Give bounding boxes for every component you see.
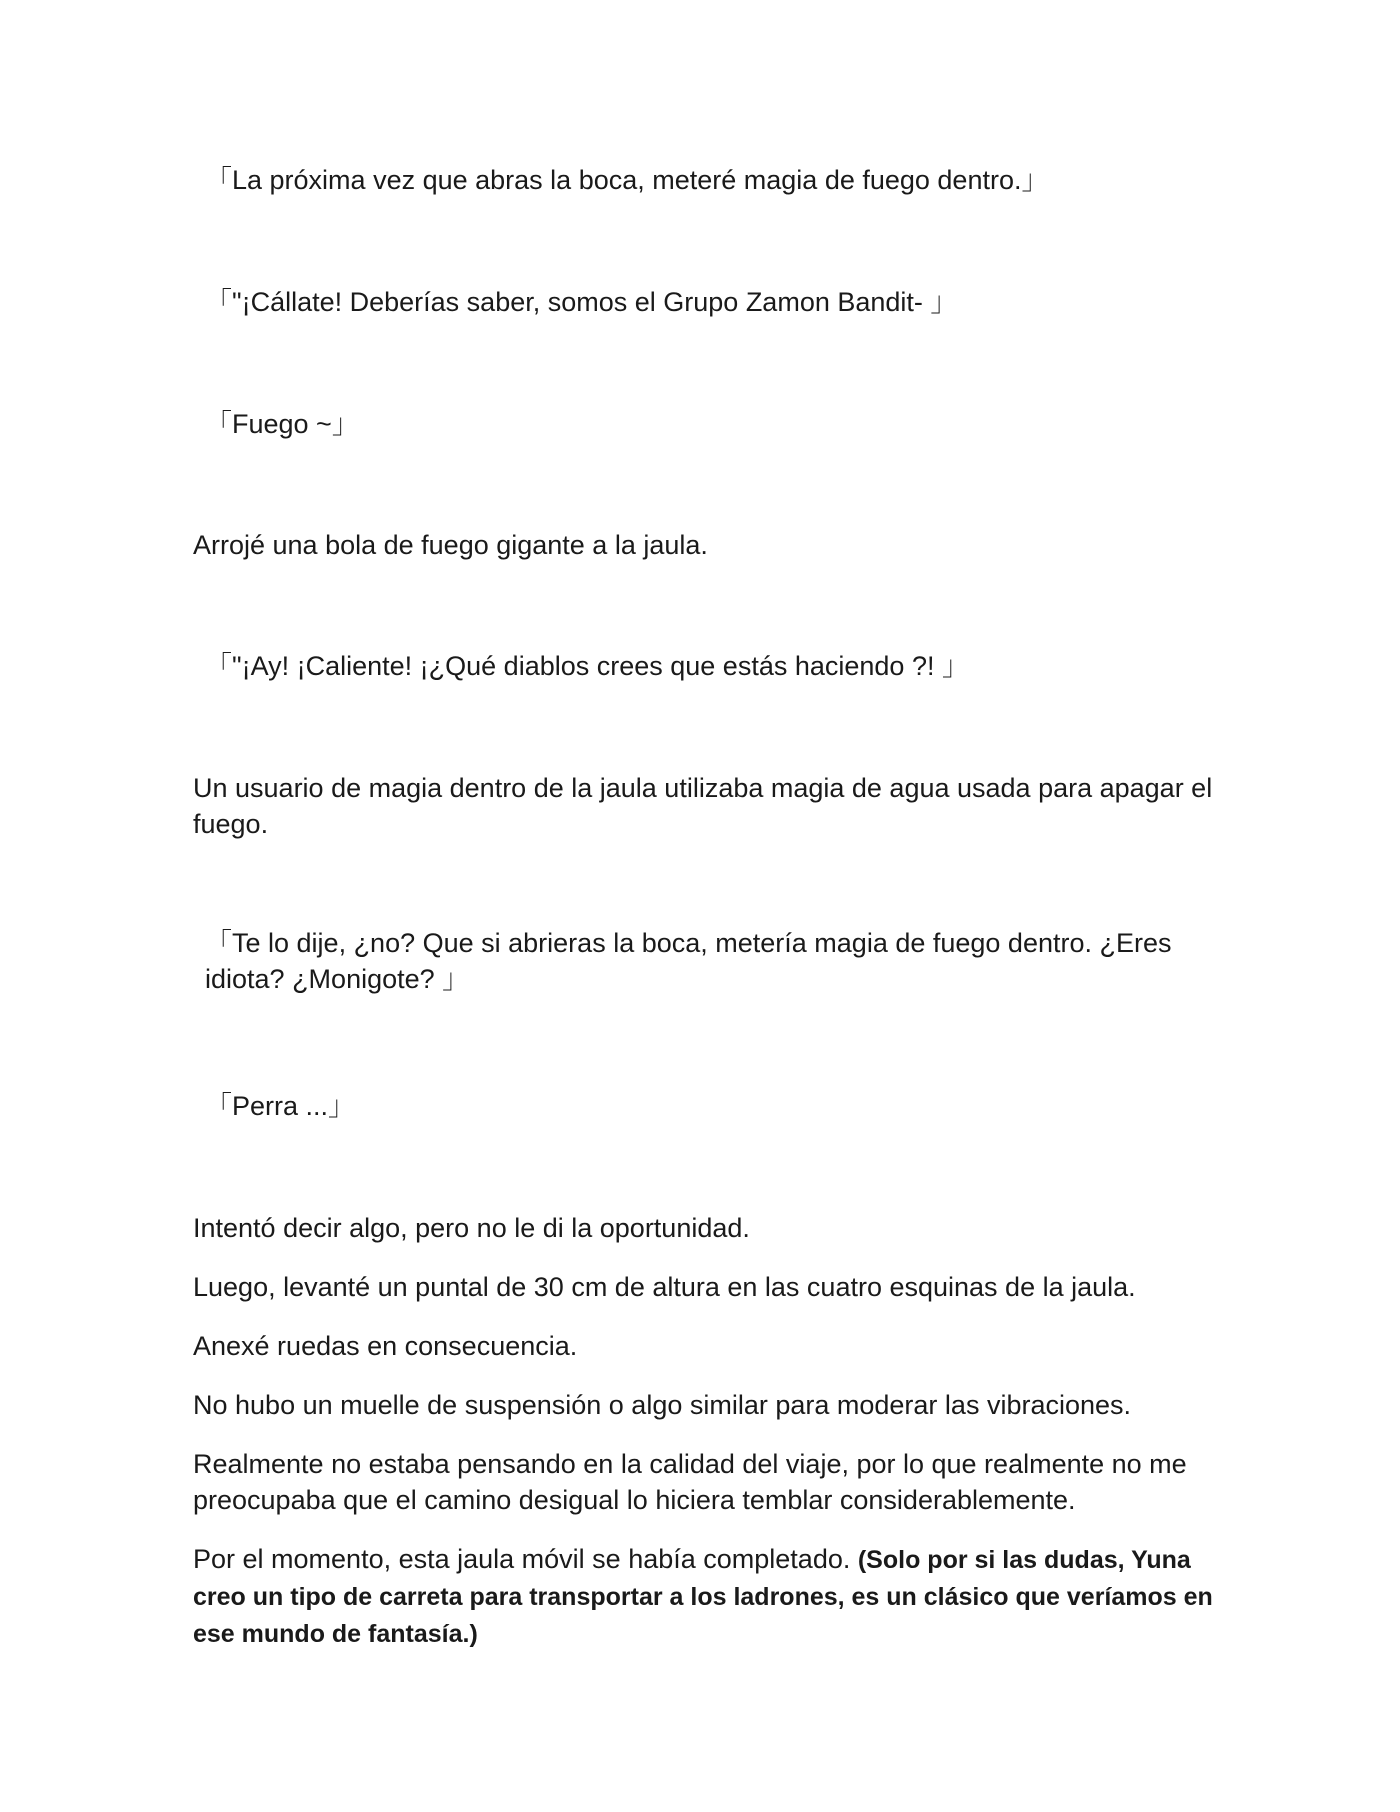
paragraph-dialogue: 「"¡Ay! ¡Caliente! ¡¿Qué diablos crees que estás haciendo ?! 」 <box>205 651 969 681</box>
paragraph-narration: Luego, levanté un puntal de 30 cm de altura en las cuatro esquinas de la jaula. <box>193 1272 1136 1302</box>
paragraph-dialogue: 「Perra ...」 <box>205 1091 356 1121</box>
paragraph-narration: Anexé ruedas en consecuencia. <box>193 1331 578 1361</box>
paragraph-narration-with-note <box>193 1541 1213 1652</box>
paragraph-narration: Realmente no estaba pensando en la calidad del viaje, por lo que realmente no me preocupaba que el camino desigual lo hiciera temblar considerablemente. <box>193 1449 1187 1515</box>
paragraph-narration: Arrojé una bola de fuego gigante a la jaula. <box>193 530 708 560</box>
paragraph-narration: Intentó decir algo, pero no le di la oportunidad. <box>193 1213 750 1243</box>
paragraph-dialogue: 「La próxima vez que abras la boca, meteré magia de fuego dentro.」 <box>205 165 1049 195</box>
paragraph-dialogue: 「Fuego ~」 <box>205 409 359 439</box>
translator-note: (Solo por si las dudas, Yuna creo un tipo de carreta para transportar a los ladrones, es un clásico que veríamos en ese mundo de fantasía.) <box>193 1546 1213 1648</box>
paragraph-dialogue: 「"¡Cállate! Deberías saber, somos el Grupo Zamon Bandit- 」 <box>205 287 958 317</box>
paragraph-narration: No hubo un muelle de suspensión o algo similar para moderar las vibraciones. <box>193 1390 1132 1420</box>
paragraph-narration: Un usuario de magia dentro de la jaula utilizaba magia de agua usada para apagar el fuego. <box>193 773 1213 839</box>
paragraph-text: Por el momento, esta jaula móvil se había completado. <box>193 1544 858 1574</box>
paragraph-dialogue: 「Te lo dije, ¿no? Que si abrieras la boca, metería magia de fuego dentro. ¿Eres idiota? ¿Monigote? 」 <box>205 928 1172 994</box>
